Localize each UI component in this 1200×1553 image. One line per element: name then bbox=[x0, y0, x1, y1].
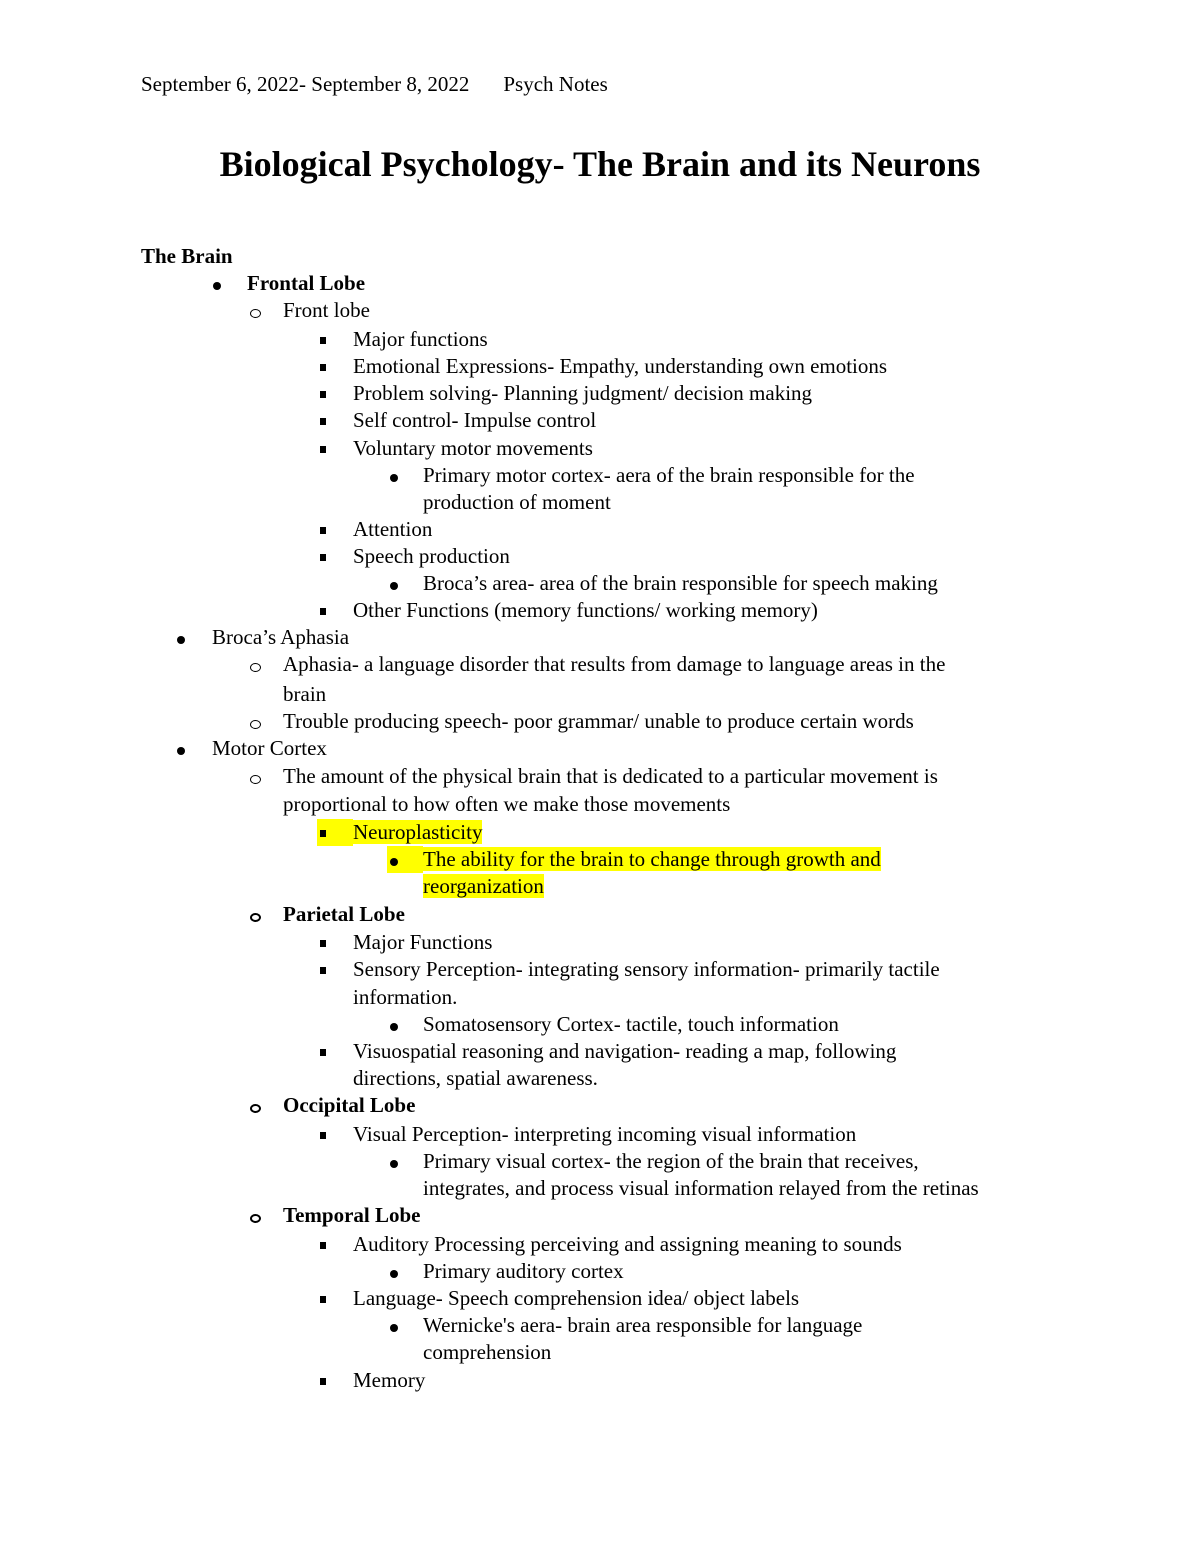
outline-item bbox=[353, 1121, 856, 1148]
header-label: Psych Notes bbox=[503, 72, 608, 96]
outline-item-text: proportional to how often we make those movements bbox=[283, 792, 731, 816]
outline-item-text: comprehension bbox=[423, 1340, 552, 1364]
disc-bullet-icon bbox=[390, 582, 398, 590]
outline-item-text: Primary motor cortex- aera of the brain responsible for the bbox=[423, 463, 915, 487]
outline-item bbox=[283, 901, 405, 928]
outline-item-text: information. bbox=[353, 985, 458, 1009]
page-title: Biological Psychology- The Brain and its Neurons bbox=[219, 144, 981, 184]
outline-item-text: Front lobe bbox=[283, 298, 370, 322]
disc-bullet-icon bbox=[213, 282, 221, 290]
outline-item bbox=[353, 407, 596, 434]
square-bullet-icon bbox=[320, 608, 326, 615]
outline-item bbox=[353, 353, 887, 380]
outline-item bbox=[283, 297, 370, 324]
outline-item-text: Voluntary motor movements bbox=[353, 436, 593, 460]
circle-bullet-icon bbox=[250, 913, 261, 922]
outline-item bbox=[283, 1092, 415, 1119]
outline-item bbox=[423, 1011, 839, 1038]
outline-item bbox=[423, 489, 611, 516]
square-bullet-icon bbox=[320, 418, 326, 425]
outline-item-text: Self control- Impulse control bbox=[353, 408, 597, 432]
outline-item-text: Neuroplasticity bbox=[353, 820, 483, 844]
circle-bullet-icon bbox=[250, 309, 261, 318]
disc-bullet-icon bbox=[177, 747, 185, 755]
outline-item-text: Other Functions (memory functions/ working memory) bbox=[353, 598, 818, 622]
outline-item-text: Aphasia- a language disorder that results from damage to language areas in the bbox=[283, 652, 946, 676]
outline-item bbox=[283, 791, 730, 818]
outline-item-text: Parietal Lobe bbox=[283, 902, 405, 926]
outline-item-text: Trouble producing speech- poor grammar/ unable to produce certain words bbox=[283, 709, 914, 733]
outline-item bbox=[353, 984, 457, 1011]
outline-item-text: integrates, and process visual information relayed from the retinas bbox=[423, 1176, 979, 1200]
square-bullet-icon bbox=[320, 1296, 326, 1303]
outline-item bbox=[353, 326, 488, 353]
circle-bullet-icon bbox=[250, 1104, 261, 1113]
outline-item-text: production of moment bbox=[423, 490, 611, 514]
outline-item-text: Broca’s area- area of the brain responsible for speech making bbox=[423, 571, 938, 595]
square-bullet-icon bbox=[320, 1242, 326, 1249]
outline-item bbox=[283, 1202, 420, 1229]
square-bullet-icon bbox=[320, 364, 326, 371]
disc-bullet-icon bbox=[390, 474, 398, 482]
outline-item-text: Sensory Perception- integrating sensory information- primarily tactile bbox=[353, 957, 940, 981]
outline-item-text: Major functions bbox=[353, 327, 488, 351]
outline-item bbox=[353, 543, 510, 570]
square-bullet-icon bbox=[320, 391, 326, 398]
outline-item-text: Temporal Lobe bbox=[283, 1203, 421, 1227]
outline-item bbox=[353, 516, 432, 543]
outline-item bbox=[353, 956, 940, 983]
square-bullet-icon bbox=[320, 1049, 326, 1056]
outline-item-text: Visual Perception- interpreting incoming visual information bbox=[353, 1122, 857, 1146]
page-header bbox=[141, 72, 608, 97]
square-bullet-icon bbox=[320, 554, 326, 561]
outline-item-text: The ability for the brain to change through growth and bbox=[423, 847, 881, 871]
outline-item bbox=[247, 270, 365, 297]
outline-item-text: Emotional Expressions- Empathy, understanding own emotions bbox=[353, 354, 888, 378]
circle-bullet-icon bbox=[250, 663, 261, 672]
header-dates: September 6, 2022- September 8, 2022 bbox=[141, 72, 470, 96]
outline-item-text: Primary visual cortex- the region of the brain that receives, bbox=[423, 1149, 919, 1173]
square-bullet-icon bbox=[320, 527, 326, 534]
outline-item bbox=[353, 597, 818, 624]
section-heading bbox=[141, 243, 233, 270]
disc-bullet-icon bbox=[390, 1324, 398, 1332]
outline-item-text: Problem solving- Planning judgment/ decision making bbox=[353, 381, 813, 405]
outline-item bbox=[212, 624, 349, 651]
square-bullet-icon bbox=[320, 1132, 326, 1139]
outline-item-text: Language- Speech comprehension idea/ object labels bbox=[353, 1286, 800, 1310]
outline-item bbox=[283, 763, 938, 790]
outline-item bbox=[423, 1175, 979, 1202]
outline-item bbox=[423, 462, 915, 489]
disc-bullet-icon bbox=[390, 1270, 398, 1278]
outline-item-text: Speech production bbox=[353, 544, 510, 568]
square-bullet-icon bbox=[320, 337, 326, 344]
disc-bullet-icon bbox=[390, 1023, 398, 1031]
outline-item bbox=[423, 873, 544, 900]
outline-item-text: Somatosensory Cortex- tactile, touch information bbox=[423, 1012, 839, 1036]
circle-bullet-icon bbox=[250, 1214, 261, 1223]
outline-item-text: Frontal Lobe bbox=[247, 271, 366, 295]
square-bullet-icon bbox=[320, 967, 326, 974]
disc-bullet-icon bbox=[177, 636, 185, 644]
outline-item bbox=[283, 708, 914, 735]
circle-bullet-icon bbox=[250, 720, 261, 729]
outline-item-text: The Brain bbox=[141, 244, 233, 268]
square-bullet-icon bbox=[320, 446, 326, 453]
disc-bullet-icon bbox=[390, 858, 398, 866]
outline-item bbox=[423, 846, 881, 873]
circle-bullet-icon bbox=[250, 775, 261, 784]
outline-item bbox=[353, 380, 812, 407]
outline-item bbox=[353, 1038, 896, 1065]
outline-item bbox=[423, 1148, 919, 1175]
outline-item-text: directions, spatial awareness. bbox=[353, 1066, 598, 1090]
outline-item bbox=[353, 1367, 425, 1394]
square-bullet-icon bbox=[320, 830, 326, 837]
outline-item bbox=[353, 435, 593, 462]
outline-item-text: Motor Cortex bbox=[212, 736, 327, 760]
outline-item bbox=[353, 1231, 902, 1258]
outline-item-text: Primary auditory cortex bbox=[423, 1259, 624, 1283]
outline-item bbox=[283, 681, 326, 708]
square-bullet-icon bbox=[320, 1378, 326, 1385]
outline-item bbox=[353, 819, 482, 846]
outline-item bbox=[353, 1065, 598, 1092]
outline-item bbox=[423, 570, 938, 597]
outline-item bbox=[283, 651, 945, 678]
outline-item bbox=[212, 735, 327, 762]
outline-item bbox=[353, 929, 492, 956]
outline-item-text: Occipital Lobe bbox=[283, 1093, 416, 1117]
outline-item-text: Memory bbox=[353, 1368, 426, 1392]
square-bullet-icon bbox=[320, 940, 326, 947]
outline-item-text: Visuospatial reasoning and navigation- reading a map, following bbox=[353, 1039, 897, 1063]
outline-item bbox=[353, 1285, 799, 1312]
outline-item-text: reorganization bbox=[423, 874, 544, 898]
outline-item-text: Broca’s Aphasia bbox=[212, 625, 350, 649]
outline-item-text: Wernicke's aera- brain area responsible for language bbox=[423, 1313, 863, 1337]
outline-item-text: Auditory Processing perceiving and assigning meaning to sounds bbox=[353, 1232, 902, 1256]
outline-item bbox=[423, 1258, 624, 1285]
outline-item-text: The amount of the physical brain that is dedicated to a particular movement is bbox=[283, 764, 938, 788]
outline-item-text: Attention bbox=[353, 517, 433, 541]
disc-bullet-icon bbox=[390, 1160, 398, 1168]
outline-item-text: Major Functions bbox=[353, 930, 493, 954]
outline-item bbox=[423, 1339, 551, 1366]
outline-item bbox=[423, 1312, 862, 1339]
outline-item-text: brain bbox=[283, 682, 327, 706]
